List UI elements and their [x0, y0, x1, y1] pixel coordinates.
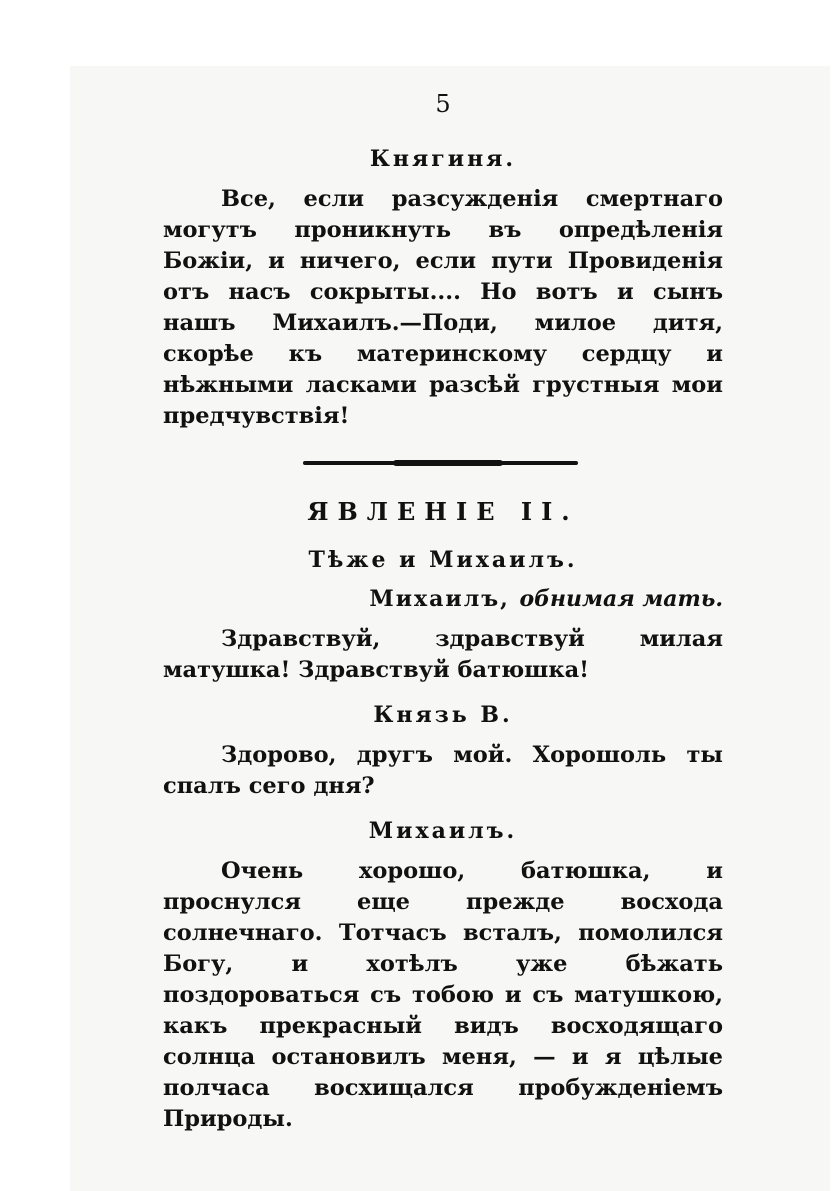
speaker-with-stage-direction — [163, 580, 723, 618]
speaker-name: Михаилъ. — [368, 818, 518, 844]
stage-direction: обнимая мать. — [519, 586, 723, 612]
speech-paragraph: Все, если разсужденія смертнаго могутъ проникнуть въ опредѣленія Божіи, и ничего, если пути Провиденія отъ насъ сокрыты.... Но вотъ и сынъ нашъ Михаилъ.—Поди, милое дитя, скорѣе къ материнскому сердцу и нѣжными ласками разсѣй грустныя мои предчувствія! — [163, 186, 723, 429]
speaker-name: Князь В. — [373, 702, 513, 728]
book-page — [163, 88, 723, 1145]
speaker-name: Михаилъ, — [369, 586, 510, 612]
section-divider — [163, 446, 723, 484]
page-number: 5 — [435, 90, 451, 118]
speech-paragraph: Очень хорошо, батюшка, и проснулся еще прежде восхода солнечнаго. Тотчасъ всталъ, помолился Богу, и хотѣлъ уже бѣжать поздороваться съ тобою и съ матушкою, какъ прекрасный видъ восходящаго солнца остановилъ меня, — и я цѣлые полчаса восхищался пробужденіемъ Природы. — [163, 858, 723, 1132]
speech-paragraph: Здравствуй, здравствуй милая матушка! Здравствуй батюшка! — [163, 626, 723, 683]
scene-title: ЯВЛЕНІЕ II. — [307, 497, 579, 526]
speaker-name: Княгиня. — [369, 146, 517, 172]
speech-paragraph: Здорово, другъ мой. Хорошоль ты спалъ сего дня? — [163, 742, 723, 799]
divider-line — [303, 461, 578, 465]
cast-line: Тѣже и Михаилъ. — [308, 547, 578, 573]
